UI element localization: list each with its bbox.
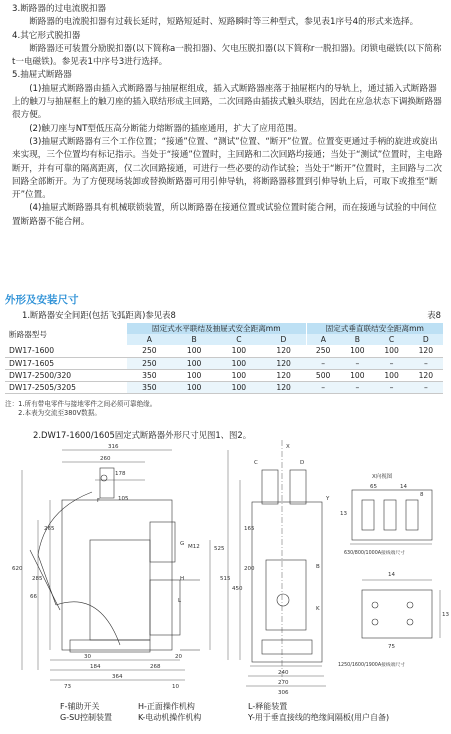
table-group-vertical: 固定式垂直联结安全距离mm <box>306 323 443 334</box>
section-title: 外形及安装尺寸 <box>5 294 79 306</box>
table-subcol: B <box>172 334 217 345</box>
table-row <box>5 357 443 369</box>
table-row-header: 断路器型号 <box>9 329 47 339</box>
dim-label: 364 <box>112 674 123 680</box>
paragraph-overcurrent: 断路器的电流脱扣器有过载长延时，短路短延时、短路瞬时等三种型式，参见表1序号4的形式来选择。 <box>29 17 419 28</box>
table-cell: 120 <box>261 369 306 381</box>
callout: K <box>316 606 320 612</box>
table-cell: – <box>340 357 374 369</box>
legend-item: Y-用于垂直接线的绝缘间隔板(用户自备) <box>248 713 390 722</box>
dim-label: 73 <box>64 684 71 690</box>
table-subcol: A <box>127 334 172 345</box>
table-cell: 100 <box>217 381 262 393</box>
dim-label: C <box>254 460 258 466</box>
legend-item: G-SU控制装置 <box>60 713 113 722</box>
table-caption: 1.断路器安全间距(包括飞弧距离)参见表8 <box>22 310 176 320</box>
table-subcol: C <box>374 334 408 345</box>
table-cell: 120 <box>261 345 306 357</box>
table-cell: – <box>409 381 443 393</box>
callout: G <box>180 541 185 547</box>
dim-label: 200 <box>244 566 255 572</box>
callout: Y <box>326 496 330 502</box>
table-cell: 350 <box>127 369 172 381</box>
table-subcol: D <box>409 334 443 345</box>
table-notes <box>5 400 156 418</box>
note-line: 注：1.所有带电零件与接地零件之间必须可靠绝缘。 <box>5 400 157 408</box>
dim-label: 14 <box>400 484 407 490</box>
dim-label: M12 <box>188 544 200 550</box>
table-subcol: B <box>340 334 374 345</box>
heading-drawout: 5.抽屉式断路器 <box>12 70 72 81</box>
dim-label: 65 <box>370 484 377 490</box>
view-marker: X <box>286 444 290 450</box>
table-cell: 250 <box>127 357 172 369</box>
legend-item: L-释能装置 <box>248 702 288 711</box>
table-subcol: A <box>306 334 340 345</box>
table-cell-model: DW17-2505/3205 <box>5 381 127 393</box>
dim-label: 525 <box>214 546 225 552</box>
dim-label: 75 <box>388 644 395 650</box>
table-cell: – <box>409 357 443 369</box>
figure-caption: 2.DW17-1600/1605固定式断路器外形尺寸见图1、图2。 <box>33 430 252 440</box>
table-ref: 表8 <box>427 310 441 320</box>
dim-label: 13 <box>340 511 347 517</box>
dim-label: 20 <box>175 654 182 660</box>
paragraph-drawout-1: (1)抽屉式断路器由插入式断路器与抽屉框组成，插入式断路器座落于抽屉框内的导轨上，通过插入式断路器上的触刀与抽屉框上的触刀座的插入联结形成主回路，二次回路由插拔式触头联结，因此在应急状态下调换断路器很方便。 <box>12 83 442 121</box>
table-cell: 100 <box>340 369 374 381</box>
view-note: 1250/1600/1900A接线端尺寸 <box>338 663 406 668</box>
table-cell: 100 <box>374 369 408 381</box>
table-cell: 120 <box>261 381 306 393</box>
dim-label: 285 <box>32 576 43 582</box>
table-cell: 100 <box>172 345 217 357</box>
dim-label: 8 <box>420 492 424 498</box>
table-cell: 100 <box>172 369 217 381</box>
dim-label: 450 <box>232 586 243 592</box>
front-view <box>22 450 210 680</box>
dim-label: 105 <box>118 496 129 502</box>
table-cell: 120 <box>409 369 443 381</box>
table-cell: 100 <box>340 345 374 357</box>
table-cell: 100 <box>172 357 217 369</box>
callout: L <box>178 598 182 604</box>
dim-label: 620 <box>12 566 23 572</box>
table-subcol: C <box>217 334 262 345</box>
table-cell: 100 <box>217 345 262 357</box>
dim-label: 515 <box>220 576 231 582</box>
note-line: 2.本表为交流至380V数据。 <box>5 409 101 417</box>
heading-other-release: 4.其它形式脱扣器 <box>12 30 81 41</box>
table-cell: – <box>306 381 340 393</box>
dim-label: 178 <box>115 471 126 477</box>
table-cell-model: DW17-2500/320 <box>5 369 127 381</box>
table-cell: 500 <box>306 369 340 381</box>
table-cell: 250 <box>127 345 172 357</box>
callout: B <box>316 564 320 570</box>
table-cell: 120 <box>261 357 306 369</box>
dim-label: 270 <box>278 680 289 686</box>
view-title: X向视图 <box>372 474 393 480</box>
callout: H <box>180 576 185 582</box>
paragraph-drawout-2: (2)触刀座与NT型低压高分断能力熔断器的插座通用，扩大了应用范围。 <box>29 123 303 134</box>
table-cell: – <box>340 381 374 393</box>
table-cell: 350 <box>127 381 172 393</box>
table-cell-model: DW17-1605 <box>5 357 127 369</box>
legend-item: H-正面操作机构 <box>138 702 195 711</box>
dim-label: 268 <box>150 664 161 670</box>
table-cell: 100 <box>217 357 262 369</box>
table-cell: 100 <box>374 345 408 357</box>
dim-label: D <box>300 460 305 466</box>
table-cell-model: DW17-1600 <box>5 345 127 357</box>
dim-label: 184 <box>90 664 101 670</box>
dim-label: 265 <box>44 526 55 532</box>
dim-label: 165 <box>244 526 255 532</box>
dimension-drawing <box>0 440 451 698</box>
dim-label: 240 <box>278 670 289 676</box>
dim-label: 13 <box>442 612 449 618</box>
paragraph-drawout-4: (4)抽屉式断路器具有机械联锁装置，所以断路器在接通位置或试验位置时能合闸，而在接通与试验的中间位置断路器不能合闸。 <box>12 203 437 227</box>
safety-distance-table <box>5 323 443 394</box>
view-note: 630/800/1000A接线端尺寸 <box>344 551 406 556</box>
table-cell: – <box>306 357 340 369</box>
table-row <box>5 381 443 393</box>
paragraph-drawout-3: (3)抽屉式断路器有三个工作位置；“接通”位置、“测试”位置、“断开”位置。位置变更通过手柄的旋进或旋出来实现，三个位置均有标记指示。当处于“接通”位置时，主回路和二次回路均接通；当处于“测试”位置时，主电路断开，并有可靠的隔离距离，仅二次回路接通，可进行一些必要的动作试验；当处于“断开”位置时，主回路与二次回路全部断开。为了方便现场装卸或替换断路器可用引伸导轨，将断路器移置到引伸导轨上后，可取下或推至“断开”位置。 <box>12 136 443 201</box>
dim-label: 306 <box>278 690 289 696</box>
table-subcol: D <box>261 334 306 345</box>
dim-label: 14 <box>388 572 395 578</box>
legend <box>60 701 389 723</box>
dim-label: 10 <box>172 684 179 690</box>
side-view <box>228 440 326 686</box>
legend-item: F-辅助开关 <box>60 702 100 711</box>
table-cell: 100 <box>217 369 262 381</box>
dim-label: 260 <box>100 456 111 462</box>
table-cell: 250 <box>306 345 340 357</box>
body-text <box>12 3 443 229</box>
dim-label: 316 <box>108 444 119 450</box>
table-cell: – <box>374 357 408 369</box>
table-row <box>5 369 443 381</box>
callout: F <box>97 498 101 504</box>
table-cell: 120 <box>409 345 443 357</box>
dim-label: 30 <box>84 654 91 660</box>
paragraph-other-release: 断路器还可装置分励脱扣器(以下简称a一脱扣器)、欠电压脱扣器(以下简称r一脱扣器)。闭锁电磁铁(以下简称t一电磁铁)。参见表1中序号3进行选择。 <box>12 43 442 68</box>
table-cell: 100 <box>172 381 217 393</box>
dim-label: 66 <box>30 594 37 600</box>
legend-item: K-电动机操作机构 <box>138 713 202 722</box>
table-group-horizontal: 固定式水平联结及抽屉式安全距离mm <box>127 323 306 334</box>
table-row <box>5 345 443 357</box>
table-cell: – <box>374 381 408 393</box>
terminal-view <box>350 490 440 638</box>
heading-overcurrent-release: 3.断路器的过电流脱扣器 <box>12 4 107 14</box>
